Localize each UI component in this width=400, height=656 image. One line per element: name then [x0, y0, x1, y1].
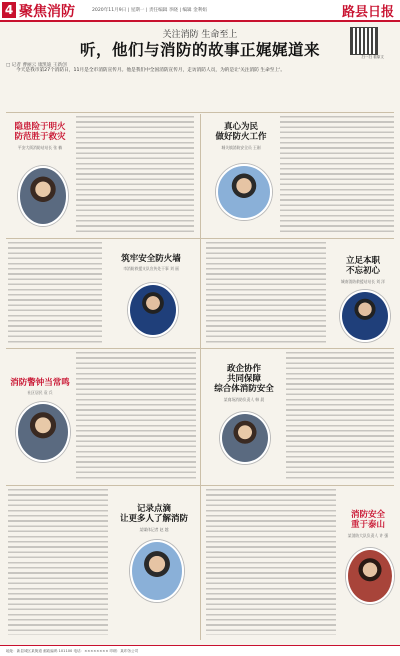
- article-body: [206, 489, 336, 635]
- profile-photo: [216, 164, 272, 220]
- article-body: [286, 352, 394, 480]
- article-body: [76, 352, 196, 480]
- row-divider: [6, 112, 394, 113]
- profile-photo: [346, 548, 394, 604]
- article-body: [8, 242, 102, 344]
- profile-subtitle: 社区居民 袁 兵: [27, 390, 53, 395]
- profile-title: 隐患险于明火 防范胜于救灾: [14, 122, 66, 142]
- header-divider: [0, 20, 400, 22]
- profile-title: 记录点滴 让更多人了解消防: [119, 504, 188, 524]
- profile-photo: [220, 412, 270, 464]
- profile-title: 政企协作 共同保障 综合体消防安全: [214, 364, 274, 394]
- profile-title: 消防安全 重于泰山: [350, 510, 385, 530]
- page-number: 4: [2, 2, 16, 18]
- profile-photo: [16, 402, 70, 462]
- profile-subtitle: 某消防大队负责人 许 强: [347, 533, 389, 538]
- profile-subtitle: 某商场消防负责人 韩 晨: [223, 397, 265, 402]
- masthead: [0, 0, 400, 20]
- profile-subtitle: 城南消防救援站站长 刘 洋: [340, 279, 386, 284]
- profile-title: 立足本职 不忘初心: [345, 256, 380, 276]
- profile-title: 筑牢安全防火墙: [121, 254, 181, 264]
- column-divider: [200, 114, 201, 640]
- profile-title: 消防警钟当常鸣: [10, 378, 70, 388]
- dateline: 2020年11月9日 | 星期一 | 责任编辑 李晓 | 编辑 金利娟: [92, 8, 207, 13]
- kicker: 关注消防 生命至上: [162, 30, 238, 40]
- profile-subtitle: 市消防救援支队宣传处干事 刘 丽: [123, 266, 179, 271]
- article-body: [280, 116, 394, 234]
- qr-code-icon[interactable]: [350, 27, 378, 55]
- footer: [0, 645, 400, 656]
- profile-title: 真心为民 做好防火工作: [215, 122, 267, 142]
- page-headline: 听，他们与消防的故事正娓娓道来: [79, 41, 320, 59]
- article-body: [8, 489, 108, 635]
- qr-caption: 扫一扫 看原文: [361, 55, 384, 59]
- profile-photo: [128, 283, 178, 337]
- profile-subtitle: 城关镇消防安全员 王刚: [221, 145, 261, 150]
- article-body: [76, 116, 194, 234]
- profile-photo: [18, 166, 68, 226]
- lead-paragraph: 今天是我市第27个消防日，11月是全市消防宣传月。他是我们中全国消防宣传月，走访消防人员，为的是让'关注消防 生命至上'。: [16, 68, 286, 73]
- profile-photo: [130, 540, 184, 602]
- profile-subtitle: 某媒体记者 赵 越: [139, 527, 169, 532]
- footer-text: 地址：新县城区某街道 邮政编码 101100 电话：×××××××× 印刷：某印务公司: [6, 649, 139, 653]
- section-title: 聚焦消防: [19, 4, 75, 20]
- profile-subtitle: 平安大街消防站站长 张 楠: [17, 145, 63, 150]
- newspaper-brand: 路县日报: [341, 5, 394, 20]
- byline: □ 记者 曹丽云 康凯迪 王新创: [6, 63, 67, 68]
- profile-photo: [340, 290, 390, 342]
- article-body: [206, 242, 326, 344]
